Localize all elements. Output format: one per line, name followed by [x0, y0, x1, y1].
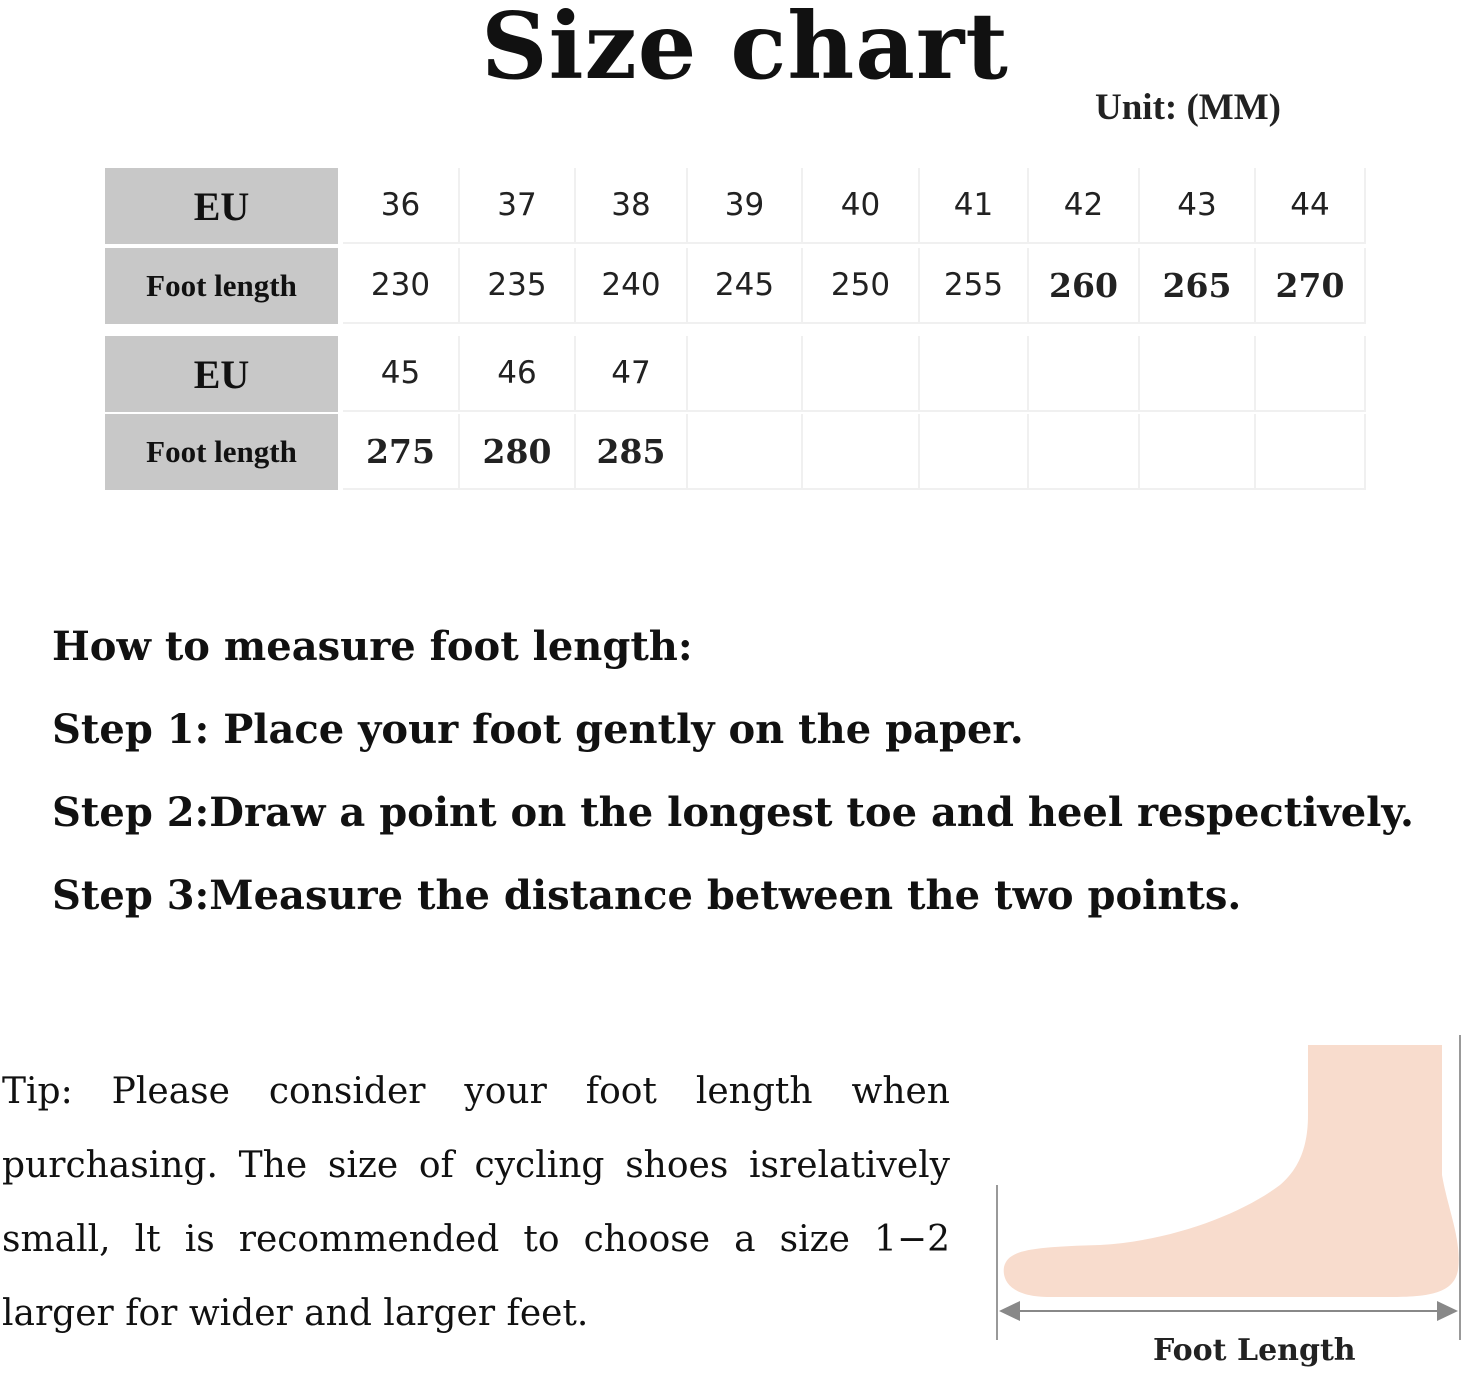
table-cell: 275 — [343, 414, 460, 490]
table-cell: 45 — [343, 336, 460, 412]
table-cell: 41 — [920, 168, 1029, 244]
row-header-foot-length: Foot length — [105, 414, 338, 490]
table-cell: 265 — [1140, 248, 1256, 324]
table-cell: 235 — [460, 248, 576, 324]
table-cell: 47 — [576, 336, 688, 412]
measure-instructions — [52, 605, 1414, 937]
table-cell — [1029, 414, 1140, 490]
table-cell: 245 — [688, 248, 803, 324]
table-cell — [1140, 414, 1256, 490]
foot-cells-1 — [343, 248, 1366, 324]
row-header-eu: EU — [105, 336, 338, 412]
table-cell — [803, 414, 920, 490]
table-cell: 36 — [343, 168, 460, 244]
right-arrow-icon — [1437, 1301, 1458, 1321]
table-cell: 44 — [1256, 168, 1366, 244]
table-cell — [1256, 336, 1366, 412]
table-cell — [688, 414, 803, 490]
table-cell — [688, 336, 803, 412]
instruction-step-1: Step 1: Place your foot gently on the paper. — [52, 706, 1024, 753]
row-header-eu: EU — [105, 168, 338, 244]
table-cell: 255 — [920, 248, 1029, 324]
instruction-step-2: Step 2:Draw a point on the longest toe and heel respectively. — [52, 789, 1414, 836]
table-cell: 250 — [803, 248, 920, 324]
table-cell — [1256, 414, 1366, 490]
table-cell — [920, 414, 1029, 490]
table-cell: 43 — [1140, 168, 1256, 244]
table-cell: 230 — [343, 248, 460, 324]
eu-cells-1 — [343, 168, 1366, 244]
table-cell — [1140, 336, 1256, 412]
instruction-step-3: Step 3:Measure the distance between the two points. — [52, 872, 1242, 919]
left-arrow-icon — [999, 1301, 1020, 1321]
table-cell: 40 — [803, 168, 920, 244]
instructions-heading: How to measure foot length: — [52, 623, 693, 670]
table-cell — [803, 336, 920, 412]
foot-cells-2 — [343, 414, 1366, 490]
table-cell: 38 — [576, 168, 688, 244]
table-cell: 270 — [1256, 248, 1366, 324]
row-header-foot-length: Foot length — [105, 248, 338, 324]
table-cell: 240 — [576, 248, 688, 324]
table-cell: 285 — [576, 414, 688, 490]
foot-diagram — [990, 1035, 1465, 1379]
table-cell — [1029, 336, 1140, 412]
table-cell: 37 — [460, 168, 576, 244]
table-cell: 280 — [460, 414, 576, 490]
table-cell: 39 — [688, 168, 803, 244]
eu-cells-2 — [343, 336, 1366, 412]
table-cell — [920, 336, 1029, 412]
table-cell: 42 — [1029, 168, 1140, 244]
foot-shape — [1004, 1045, 1459, 1297]
table-cell: 260 — [1029, 248, 1140, 324]
page-title: Size chart — [481, 0, 1009, 100]
table-cell: 46 — [460, 336, 576, 412]
unit-label: Unit: (MM) — [1095, 87, 1281, 128]
tip-paragraph: Tip: Please consider your foot length when purchasing. The size of cycling shoes isrelatively small, lt is recommended to choose a size 1−2 larger for wider and larger feet. — [2, 1071, 950, 1334]
foot-length-label: Foot Length — [1153, 1333, 1356, 1368]
